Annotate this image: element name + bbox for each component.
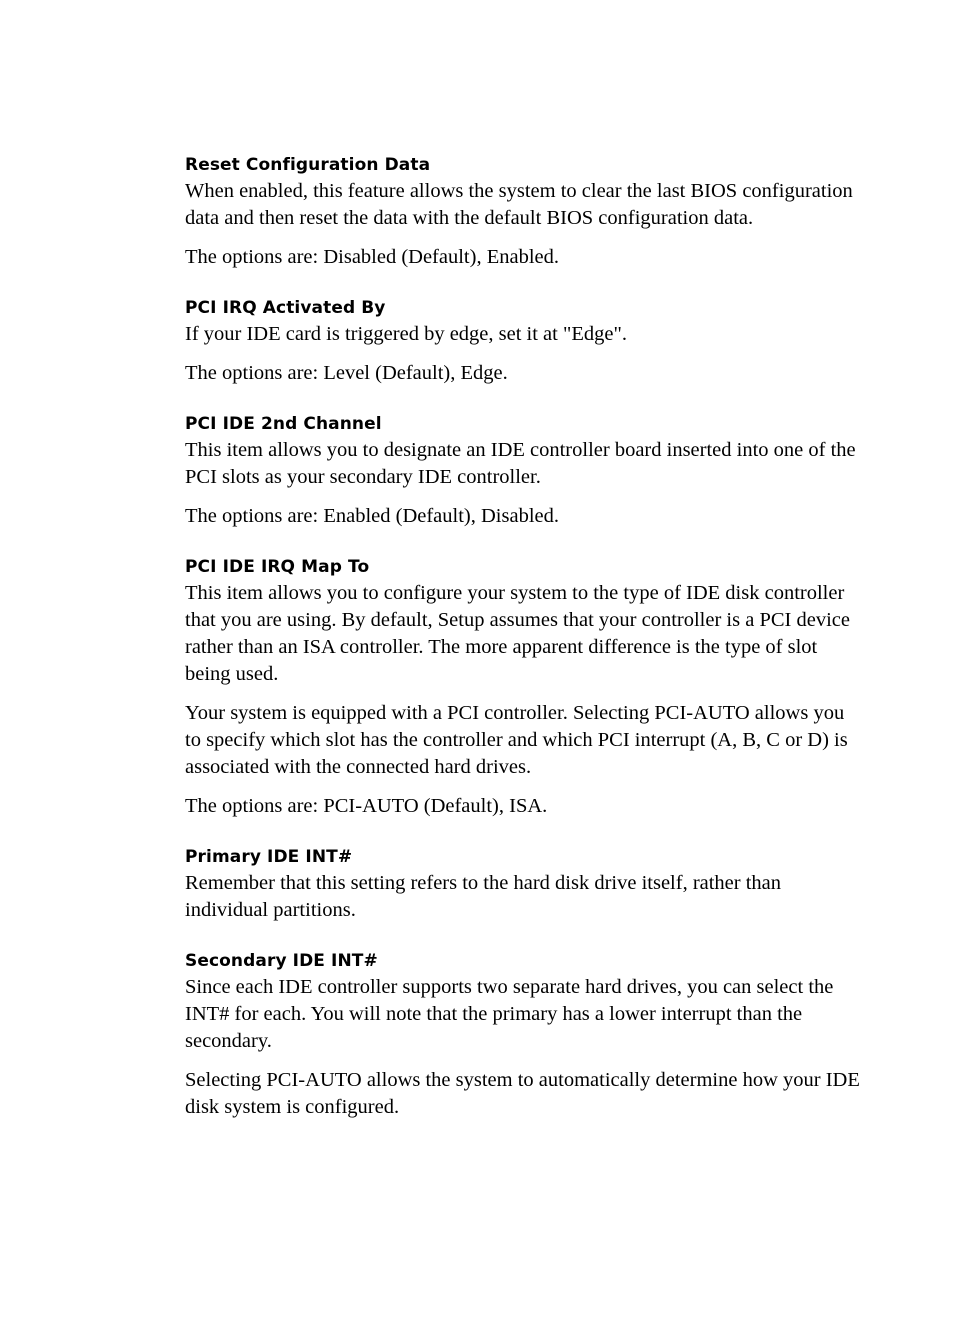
section-options: The options are: Level (Default), Edge. <box>185 362 508 384</box>
section-primary-ide-int <box>185 844 865 924</box>
section-options: The options are: Enabled (Default), Disabled. <box>185 505 559 527</box>
section-heading: PCI IRQ Activated By <box>185 298 386 318</box>
section-options: The options are: Disabled (Default), Enabled. <box>185 246 559 268</box>
section-reset-configuration-data <box>185 152 865 271</box>
section-paragraph: Since each IDE controller supports two separate hard drives, you can select the INT# for each. You will note that the primary has a lower interrupt than the secondary. <box>185 976 834 1052</box>
section-secondary-ide-int <box>185 948 865 1121</box>
section-paragraph: When enabled, this feature allows the system to clear the last BIOS configuration data and then reset the data with the default BIOS configuration data. <box>185 180 853 229</box>
section-paragraph: Selecting PCI-AUTO allows the system to automatically determine how your IDE disk system is configured. <box>185 1069 860 1118</box>
section-paragraph: If your IDE card is triggered by edge, set it at "Edge". <box>185 323 627 345</box>
section-pci-ide-2nd-channel <box>185 411 865 530</box>
section-heading: PCI IDE IRQ Map To <box>185 557 370 577</box>
section-paragraph: This item allows you to designate an IDE controller board inserted into one of the PCI slots as your secondary IDE controller. <box>185 439 856 488</box>
section-heading: Secondary IDE INT# <box>185 951 378 971</box>
document-page <box>185 152 865 1145</box>
section-paragraph: Your system is equipped with a PCI controller. Selecting PCI-AUTO allows you to specify which slot has the controller and which PCI interrupt (A, B, C or D) is associated with the connected hard drives. <box>185 702 848 778</box>
section-options: The options are: PCI-AUTO (Default), ISA. <box>185 795 548 817</box>
section-paragraph: Remember that this setting refers to the hard disk drive itself, rather than individual partitions. <box>185 872 782 921</box>
section-heading: Reset Configuration Data <box>185 155 431 175</box>
section-pci-irq-activated-by <box>185 295 865 387</box>
section-paragraph: This item allows you to configure your system to the type of IDE disk controller that you are using. By default, Setup assumes that your controller is a PCI device rather than an ISA controller. The more apparent difference is the type of slot being used. <box>185 582 850 685</box>
section-heading: PCI IDE 2nd Channel <box>185 414 382 434</box>
section-heading: Primary IDE INT# <box>185 847 353 867</box>
section-pci-ide-irq-map-to <box>185 554 865 820</box>
